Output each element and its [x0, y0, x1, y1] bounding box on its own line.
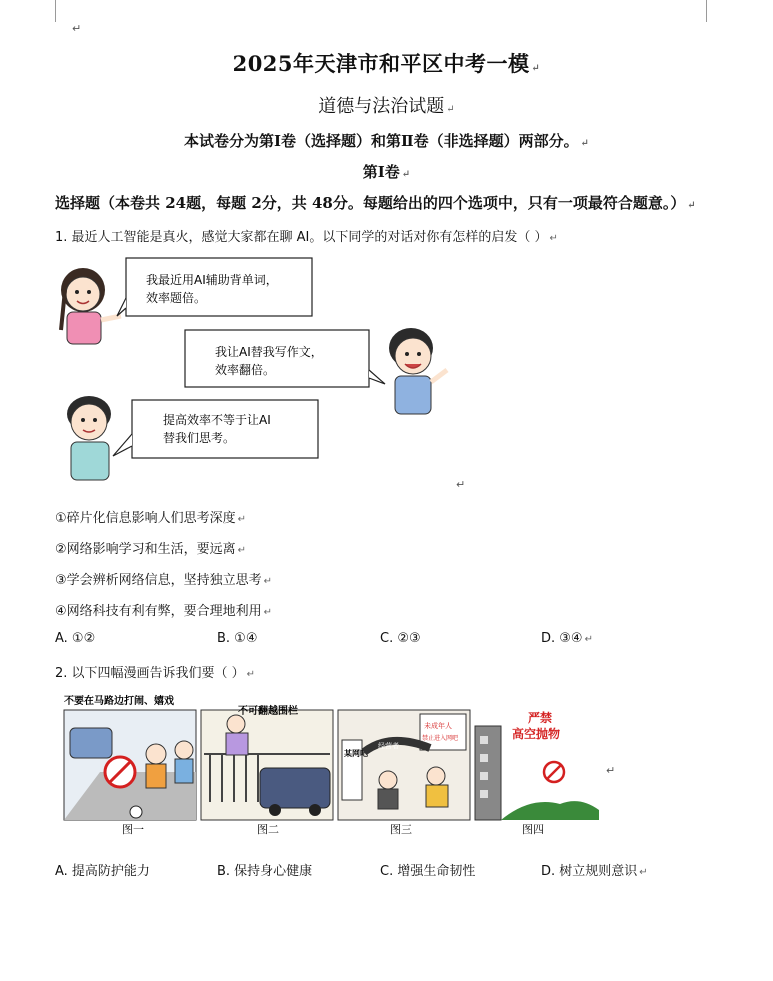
comic-panel-3 — [338, 710, 470, 820]
speech-bubble-2 — [185, 330, 385, 387]
exam-intro: 本试卷分为第Ⅰ卷（选择题）和第Ⅱ卷（非选择题）两部分。 ↵ — [183, 132, 590, 150]
q1-option-c[interactable]: C. ②③ — [380, 631, 421, 646]
comic-panel-4 — [475, 710, 599, 820]
q2-option-b[interactable]: B. 保持身心健康 — [217, 864, 313, 879]
panel-1-caption: 图一 — [122, 823, 144, 836]
q2-option-c[interactable]: C. 增强生命韧性 — [380, 864, 476, 879]
panel-4-heading-line-2: 高空抛物 — [512, 727, 561, 741]
page-subtitle: 道德与法治试题 ↵ — [318, 96, 455, 117]
speech-bubble-3 — [113, 400, 318, 458]
bubble-3-line-1: 提高效率不等于让AI — [163, 413, 271, 427]
panel-3-sign-line-2: 禁止进入网吧 — [422, 735, 459, 742]
panel-3-shop-sign: 某网吧 — [344, 749, 368, 758]
boy-figure-left — [67, 396, 111, 480]
q1-statement-1: ①碎片化信息影响人们思考深度 ↵ — [55, 511, 247, 526]
panel-3-sign-line-1: 未成年人 — [424, 722, 452, 730]
question-2-stem: 2. 以下四幅漫画告诉我们要（ ） ↵ — [55, 666, 256, 681]
bubble-1-line-1: 我最近用AI辅助背单词， — [146, 273, 278, 287]
question-1-stem: 1. 最近人工智能是真火，感觉大家都在聊 AI。以下同学的对话对你有怎样的启发（ ） ↵ — [55, 230, 558, 245]
page-corner-left — [55, 0, 56, 22]
bubble-1-line-2: 效率题倍。 — [146, 291, 207, 305]
panel-1-heading: 不要在马路边打闹、嬉戏 — [64, 696, 174, 707]
q1-dialogue-illustration — [55, 250, 475, 490]
q2-option-a[interactable]: A. 提高防护能力 — [55, 864, 150, 879]
page-corner-right — [706, 0, 707, 22]
panel-4-caption: 图四 — [522, 823, 544, 836]
q2-option-d[interactable]: D. 树立规则意识 ↵ — [541, 864, 648, 879]
bubble-2-line-1: 我让AI替我写作文， — [215, 345, 323, 359]
volume-heading: 第Ⅰ卷 ↵ — [362, 163, 411, 181]
paragraph-mark: ↵ — [606, 764, 616, 777]
panel-3-caption: 图三 — [390, 823, 412, 836]
speech-bubble-1 — [117, 258, 312, 316]
page-title: 2025年天津市和平区中考一模 ↵ — [232, 51, 541, 76]
girl-figure — [61, 268, 121, 344]
q1-statement-4: ④网络科技有利有弊，要合理地利用 ↵ — [55, 604, 273, 619]
section-instruction: 选择题（本卷共 24题，每题 2分，共 48分。每题给出的四个选项中，只有一项最符合题意。） ↵ — [55, 194, 696, 212]
q1-option-d[interactable]: D. ③④ ↵ — [541, 631, 593, 646]
bubble-3-line-2: 替我们思考。 — [163, 431, 236, 445]
panel-3-door-label: 经营者 — [378, 742, 399, 750]
paragraph-mark: ↵ — [72, 22, 82, 35]
q1-statement-2: ②网络影响学习和生活，要远离 ↵ — [55, 542, 247, 557]
panel-2-caption: 图二 — [257, 823, 279, 836]
q1-option-b[interactable]: B. ①④ — [217, 631, 258, 646]
q1-option-a[interactable]: A. ①② — [55, 631, 96, 646]
boy-figure-right — [389, 328, 447, 414]
q2-comic-strip — [60, 692, 620, 842]
comic-panel-1 — [64, 694, 196, 820]
panel-2-heading: 不可翻越围栏 — [238, 706, 298, 717]
comic-panel-2 — [201, 704, 333, 820]
bubble-2-line-2: 效率翻倍。 — [215, 363, 276, 377]
q1-statement-3: ③学会辨析网络信息，坚持独立思考 ↵ — [55, 573, 273, 588]
paragraph-mark: ↵ — [456, 478, 466, 491]
panel-4-heading-line-1: 严禁 — [528, 711, 553, 725]
